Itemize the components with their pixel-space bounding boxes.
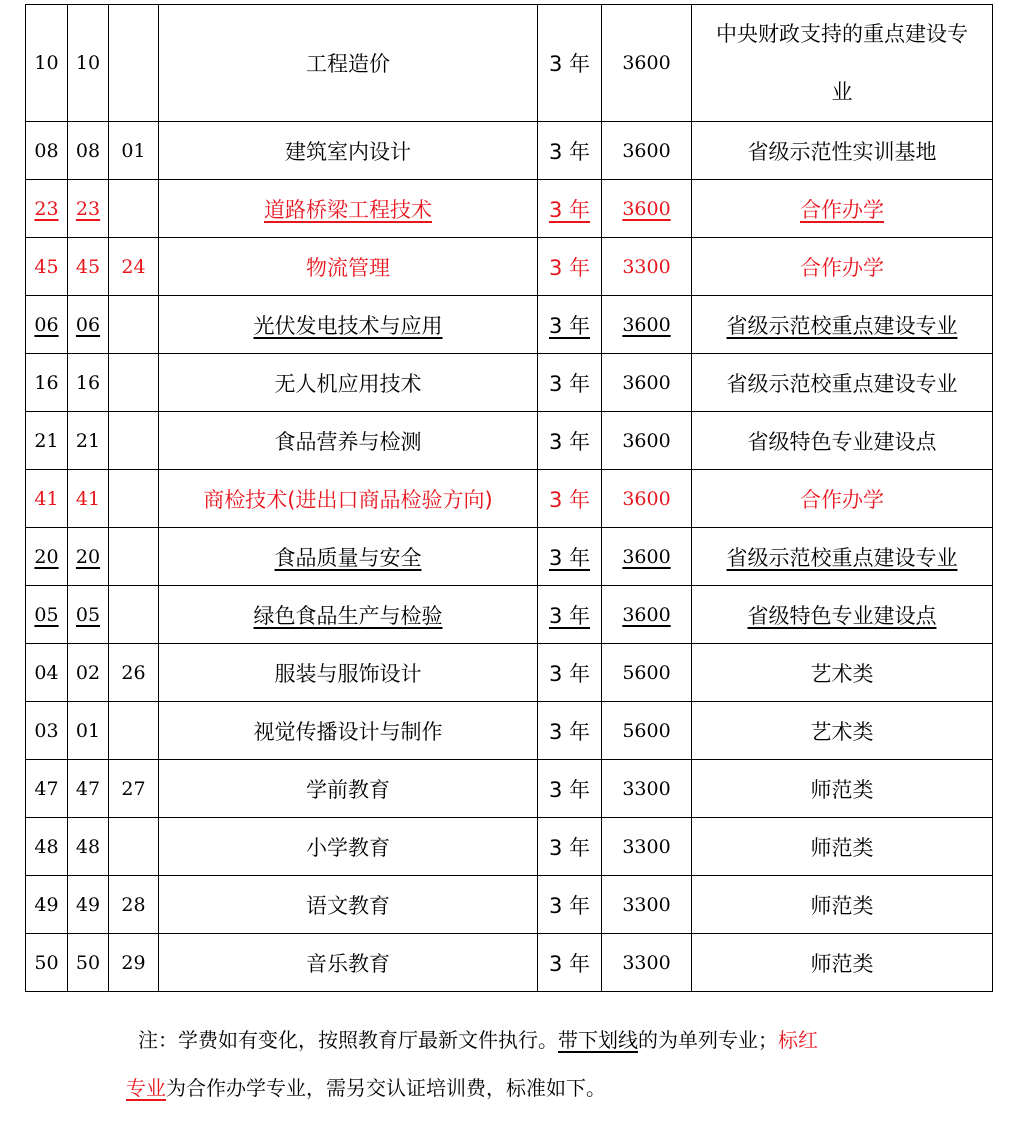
footnote-part3: 为合作办学专业，需另交认证培训费，标准如下。 — [166, 1076, 606, 1100]
remark-text: 省级示范校重点建设专业 — [726, 545, 958, 570]
duration-cell — [538, 412, 602, 470]
major-name-cell — [159, 296, 538, 354]
code-1-cell — [26, 296, 68, 354]
code-1-text: 50 — [34, 951, 59, 974]
remark-cell — [692, 122, 993, 180]
tuition-fee-text: 3300 — [622, 951, 671, 974]
code-3-text: 29 — [121, 951, 146, 974]
tuition-fee-text: 3600 — [622, 487, 671, 510]
table-row — [26, 528, 993, 586]
code-3-cell — [109, 470, 159, 528]
code-2-cell — [68, 470, 109, 528]
duration-text: 3 年 — [548, 661, 591, 686]
tuition-fee-cell — [602, 238, 692, 296]
tuition-fee-cell — [602, 354, 692, 412]
footnote — [126, 1016, 912, 1112]
duration-text: 3 年 — [548, 951, 591, 976]
major-name-text: 工程造价 — [306, 52, 390, 76]
remark-text: 合作办学 — [800, 255, 884, 280]
remark-text: 省级特色专业建设点 — [747, 603, 937, 628]
code-3-text: 26 — [121, 661, 146, 684]
remark-text: 省级示范校重点建设专业 — [726, 313, 958, 338]
code-2-cell — [68, 644, 109, 702]
duration-cell — [538, 5, 602, 122]
major-name-text: 食品营养与检测 — [274, 429, 422, 454]
tuition-fee-text: 3600 — [622, 429, 671, 452]
remark-cell — [692, 354, 993, 412]
footnote-red1: 标红 — [778, 1028, 818, 1052]
code-2-text: 48 — [75, 835, 101, 858]
code-1-cell — [26, 528, 68, 586]
code-1-cell — [26, 5, 68, 122]
duration-text: 3 年 — [548, 371, 591, 396]
duration-cell — [538, 470, 602, 528]
code-2-text: 49 — [75, 893, 101, 916]
table-row — [26, 934, 993, 992]
footnote-part1: 注：学费如有变化，按照教育厅最新文件执行。 — [138, 1028, 558, 1052]
remark-cell — [692, 5, 993, 122]
code-3-text: 01 — [121, 139, 146, 162]
code-3-cell — [109, 760, 159, 818]
table-row — [26, 122, 993, 180]
table-row — [26, 412, 993, 470]
remark-cell — [692, 644, 993, 702]
code-2-text: 21 — [75, 429, 101, 452]
remark-text: 师范类 — [810, 777, 874, 802]
code-2-cell — [68, 5, 109, 122]
code-2-cell — [68, 528, 109, 586]
remark-cell — [692, 238, 993, 296]
code-3-cell — [109, 354, 159, 412]
code-1-text: 48 — [34, 835, 59, 858]
code-3-cell — [109, 586, 159, 644]
tuition-fee-text: 3600 — [622, 603, 671, 626]
code-2-cell — [68, 876, 109, 934]
major-name-text: 物流管理 — [306, 255, 390, 280]
duration-text: 3 年 — [548, 197, 591, 222]
code-3-cell — [109, 934, 159, 992]
major-name-text: 光伏发电技术与应用 — [253, 313, 443, 338]
code-2-text: 47 — [75, 777, 101, 800]
code-2-text: 02 — [75, 661, 101, 684]
remark-cell — [692, 818, 993, 876]
remark-cell — [692, 412, 993, 470]
footnote-line-2 — [126, 1064, 912, 1112]
tuition-fee-text: 3300 — [622, 255, 671, 278]
code-1-text: 06 — [34, 313, 59, 336]
major-name-cell — [159, 122, 538, 180]
tuition-fee-cell — [602, 644, 692, 702]
code-3-cell — [109, 644, 159, 702]
major-name-text: 小学教育 — [306, 835, 390, 860]
major-name-text: 语文教育 — [306, 893, 390, 918]
code-1-cell — [26, 934, 68, 992]
code-1-cell — [26, 180, 68, 238]
code-1-cell — [26, 586, 68, 644]
tuition-fee-text: 3300 — [622, 777, 671, 800]
tuition-fee-text: 3600 — [622, 197, 671, 220]
code-2-text: 50 — [75, 951, 101, 974]
code-1-text: 16 — [34, 371, 59, 394]
code-2-cell — [68, 180, 109, 238]
major-name-text: 视觉传播设计与制作 — [253, 719, 443, 744]
code-3-text: 28 — [121, 893, 146, 916]
footnote-line-1 — [132, 1016, 912, 1064]
remark-text: 合作办学 — [800, 487, 884, 512]
remark-cell — [692, 470, 993, 528]
remark-cell — [692, 528, 993, 586]
code-1-cell — [26, 412, 68, 470]
duration-cell — [538, 528, 602, 586]
tuition-fee-text: 3600 — [622, 313, 671, 336]
code-3-cell — [109, 876, 159, 934]
remark-text: 艺术类 — [810, 661, 874, 686]
remark-cell — [692, 296, 993, 354]
duration-text: 3 年 — [548, 313, 591, 338]
major-name-cell — [159, 528, 538, 586]
duration-cell — [538, 586, 602, 644]
major-name-text: 无人机应用技术 — [274, 371, 422, 396]
code-1-text: 03 — [34, 719, 59, 742]
code-2-cell — [68, 412, 109, 470]
tuition-fee-cell — [602, 122, 692, 180]
major-name-cell — [159, 412, 538, 470]
code-3-cell — [109, 180, 159, 238]
table-body — [26, 5, 993, 992]
code-3-cell — [109, 412, 159, 470]
major-name-cell — [159, 180, 538, 238]
table-row — [26, 760, 993, 818]
code-2-text: 01 — [75, 719, 101, 742]
code-1-text: 45 — [34, 255, 59, 278]
duration-text: 3 年 — [548, 603, 591, 628]
major-name-cell — [159, 818, 538, 876]
code-1-text: 04 — [34, 661, 59, 684]
tuition-fee-text: 3300 — [622, 893, 671, 916]
code-2-text: 20 — [75, 545, 101, 568]
code-3-cell — [109, 5, 159, 122]
duration-cell — [538, 180, 602, 238]
code-1-text: 08 — [34, 139, 59, 162]
code-3-text: 27 — [121, 777, 146, 800]
major-name-cell — [159, 702, 538, 760]
table-row — [26, 354, 993, 412]
code-2-text: 05 — [75, 603, 101, 626]
major-name-text: 道路桥梁工程技术 — [264, 197, 432, 222]
tuition-fee-text: 5600 — [622, 661, 671, 684]
duration-text: 3 年 — [548, 255, 591, 280]
code-2-cell — [68, 354, 109, 412]
code-1-text: 41 — [34, 487, 59, 510]
major-name-text: 绿色食品生产与检验 — [253, 603, 443, 628]
code-1-cell — [26, 354, 68, 412]
code-2-cell — [68, 818, 109, 876]
tuition-fee-cell — [602, 586, 692, 644]
code-1-text: 23 — [34, 197, 59, 220]
remark-cell — [692, 760, 993, 818]
remark-cell — [692, 702, 993, 760]
tuition-fee-cell — [602, 5, 692, 122]
tuition-table — [25, 4, 993, 992]
table-row — [26, 470, 993, 528]
major-name-cell — [159, 238, 538, 296]
remark-text: 省级示范校重点建设专业 — [726, 371, 958, 396]
tuition-fee-cell — [602, 412, 692, 470]
duration-text: 3 年 — [548, 139, 591, 164]
major-name-cell — [159, 354, 538, 412]
duration-text: 3 年 — [548, 777, 591, 802]
major-name-text: 商检技术(进出口商品检验方向) — [203, 487, 493, 512]
remark-cell — [692, 586, 993, 644]
code-3-cell — [109, 702, 159, 760]
tuition-fee-cell — [602, 818, 692, 876]
code-2-cell — [68, 238, 109, 296]
major-name-text: 音乐教育 — [306, 951, 390, 976]
code-2-text: 08 — [75, 139, 101, 162]
code-2-text: 16 — [75, 371, 101, 394]
tuition-fee-cell — [602, 876, 692, 934]
tuition-fee-cell — [602, 760, 692, 818]
duration-cell — [538, 238, 602, 296]
code-1-text: 21 — [34, 429, 59, 452]
code-2-cell — [68, 296, 109, 354]
remark-text: 师范类 — [810, 835, 874, 860]
tuition-fee-text: 3600 — [622, 139, 671, 162]
code-2-cell — [68, 760, 109, 818]
major-name-cell — [159, 586, 538, 644]
duration-text: 3 年 — [548, 545, 591, 570]
code-1-text: 49 — [34, 893, 59, 916]
major-name-text: 服装与服饰设计 — [274, 661, 422, 686]
remark-cell — [692, 876, 993, 934]
code-1-cell — [26, 702, 68, 760]
code-1-text: 20 — [34, 545, 59, 568]
tuition-fee-text: 3600 — [622, 545, 671, 568]
code-3-text: 24 — [121, 255, 146, 278]
tuition-fee-text: 5600 — [622, 719, 671, 742]
tuition-fee-cell — [602, 296, 692, 354]
remark-cell — [692, 934, 993, 992]
tuition-fee-cell — [602, 528, 692, 586]
code-3-cell — [109, 296, 159, 354]
code-2-cell — [68, 122, 109, 180]
code-2-text: 23 — [75, 197, 101, 220]
table-row — [26, 702, 993, 760]
code-2-cell — [68, 702, 109, 760]
tuition-fee-cell — [602, 470, 692, 528]
remark-text: 合作办学 — [800, 197, 884, 222]
major-name-cell — [159, 934, 538, 992]
code-3-cell — [109, 122, 159, 180]
duration-cell — [538, 702, 602, 760]
footnote-part2: 的为单列专业； — [638, 1028, 778, 1052]
code-1-cell — [26, 818, 68, 876]
duration-cell — [538, 296, 602, 354]
table-row — [26, 876, 993, 934]
code-2-text: 06 — [75, 313, 101, 336]
major-name-cell — [159, 644, 538, 702]
duration-text: 3 年 — [548, 429, 591, 454]
duration-text: 3 年 — [548, 835, 591, 860]
remark-text: 省级示范性实训基地 — [747, 139, 937, 164]
duration-cell — [538, 876, 602, 934]
remark-cell — [692, 180, 993, 238]
major-name-text: 学前教育 — [306, 777, 390, 802]
duration-cell — [538, 644, 602, 702]
table-row — [26, 180, 993, 238]
code-1-text: 10 — [34, 52, 59, 74]
code-3-cell — [109, 238, 159, 296]
remark-text: 省级特色专业建设点 — [747, 429, 937, 454]
table-row — [26, 586, 993, 644]
duration-cell — [538, 354, 602, 412]
code-2-cell — [68, 586, 109, 644]
table-row — [26, 644, 993, 702]
code-2-text: 45 — [75, 255, 101, 278]
footnote-red2: 专业 — [126, 1076, 166, 1100]
major-name-text: 食品质量与安全 — [274, 545, 422, 570]
major-name-cell — [159, 876, 538, 934]
footnote-underlined: 带下划线 — [558, 1028, 638, 1052]
tuition-fee-text: 3300 — [622, 835, 671, 858]
major-name-text: 建筑室内设计 — [285, 139, 411, 164]
remark-text: 师范类 — [810, 893, 874, 918]
table-row — [26, 5, 993, 122]
code-1-cell — [26, 644, 68, 702]
code-2-text: 10 — [75, 52, 101, 74]
duration-text: 3 年 — [548, 487, 591, 512]
duration-text: 3 年 — [548, 52, 591, 76]
tuition-fee-cell — [602, 934, 692, 992]
duration-cell — [538, 818, 602, 876]
remark-text: 师范类 — [810, 951, 874, 976]
duration-text: 3 年 — [548, 719, 591, 744]
code-2-cell — [68, 934, 109, 992]
code-3-cell — [109, 528, 159, 586]
duration-cell — [538, 122, 602, 180]
remark-text: 中央财政支持的重点建设专业 — [716, 22, 968, 104]
tuition-fee-text: 3600 — [622, 52, 671, 74]
table-row — [26, 818, 993, 876]
major-name-cell — [159, 5, 538, 122]
code-1-cell — [26, 238, 68, 296]
major-name-cell — [159, 760, 538, 818]
code-1-text: 47 — [34, 777, 59, 800]
code-3-cell — [109, 818, 159, 876]
code-1-cell — [26, 760, 68, 818]
code-1-cell — [26, 122, 68, 180]
table-row — [26, 296, 993, 354]
remark-text: 艺术类 — [810, 719, 874, 744]
major-name-cell — [159, 470, 538, 528]
code-1-cell — [26, 470, 68, 528]
table-row — [26, 238, 993, 296]
tuition-fee-text: 3600 — [622, 371, 671, 394]
tuition-fee-cell — [602, 180, 692, 238]
code-1-cell — [26, 876, 68, 934]
code-1-text: 05 — [34, 603, 59, 626]
duration-cell — [538, 934, 602, 992]
code-2-text: 41 — [75, 487, 101, 510]
tuition-fee-cell — [602, 702, 692, 760]
duration-cell — [538, 760, 602, 818]
duration-text: 3 年 — [548, 893, 591, 918]
